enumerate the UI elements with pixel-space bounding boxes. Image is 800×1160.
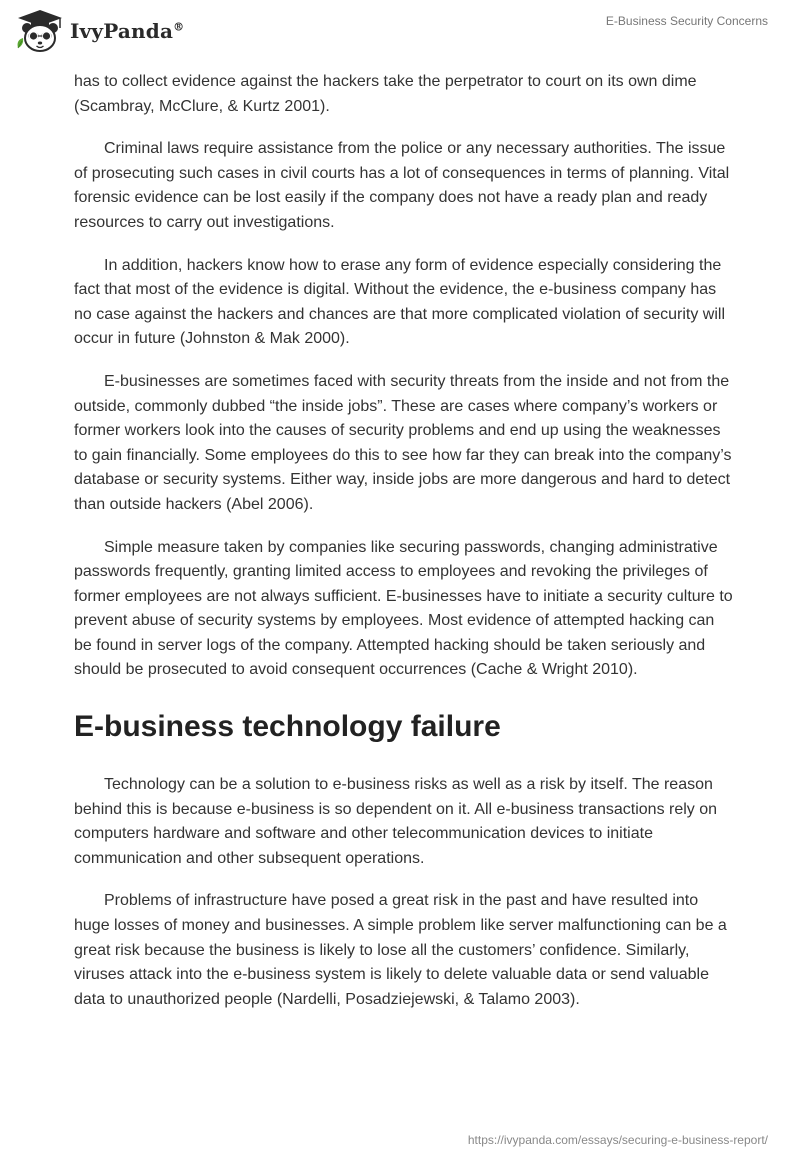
paragraph: Simple measure taken by companies like securing passwords, changing administrative passwords frequently, granting limited access to employees and revoking the privileges of former employees are not always sufficient. E-businesses have to initiate a security culture to prevent abuse of security systems by employees. Most evidence of attempted hacking can be found in server logs of the company. Attempted hacking should be taken seriously and should be prosecuted to avoid consequent occurrences (Cache & Wright 2010). [74,538,733,679]
paragraph: Criminal laws require assistance from the police or any necessary authorities. The issue of prosecuting such cases in civil courts has a lot of consequences in terms of planning. Vital forensic evidence can be lost easily if the company does not have a ready plan and ready resources to carry out investigations. [74,140,730,231]
paragraph: E-businesses are sometimes faced with security threats from the inside and not from the outside, commonly dubbed “the inside jobs”. These are cases where company’s workers or former workers look into the causes of security problems and end up using the weaknesses to gain financially. Some employees do this to see how far they can break into the company’s database or security systems. Either way, inside jobs are more dangerous and hard to detect than outside hackers (Abel 2006). [74,372,732,513]
section-heading: E-business technology failure [74,710,501,744]
source-url[interactable]: https://ivypanda.com/essays/securing-e-business-report/ [467,1133,768,1147]
paragraph: In addition, hackers know how to erase any form of evidence especially considering the fact that most of the evidence is digital. Without the evidence, the e-business company has no case against the hackers and chances are that more complicated violation of security will occur in future (Johnston & Mak 2000). [74,256,726,348]
logo-text: IvyPanda [70,19,174,43]
panda-mascot-icon [14,8,66,54]
logo-wordmark [70,19,184,43]
paragraph: Problems of infrastructure have posed a great risk in the past and have resulted into huge losses of money and businesses. A simple problem like server malfunctioning can be a great risk because the business is likely to lose all the customers’ confidence. Similarly, viruses attack into the e-business system is likely to delete valuable data or send valuable data to unauthorized people (Nardelli, Posadziejewski, & Talamo 2003). [74,892,727,1008]
paragraph-continuation: has to collect evidence against the hackers take the perpetrator to court on its own dime (Scambray, McClure, & Kurtz 2001). [74,73,697,115]
page-header [0,0,800,70]
ivypanda-logo[interactable] [14,8,184,54]
document-title: E-Business Security Concerns [605,14,768,28]
registered-mark: ® [173,20,185,34]
paragraph: Technology can be a solution to e-business risks as well as a risk by itself. The reason behind this is because e-business is so dependent on it. All e-business transactions rely on computers hardware and software and other telecommunication devices to initiate communication and other subsequent operations. [74,776,718,867]
article-body [74,70,734,1030]
